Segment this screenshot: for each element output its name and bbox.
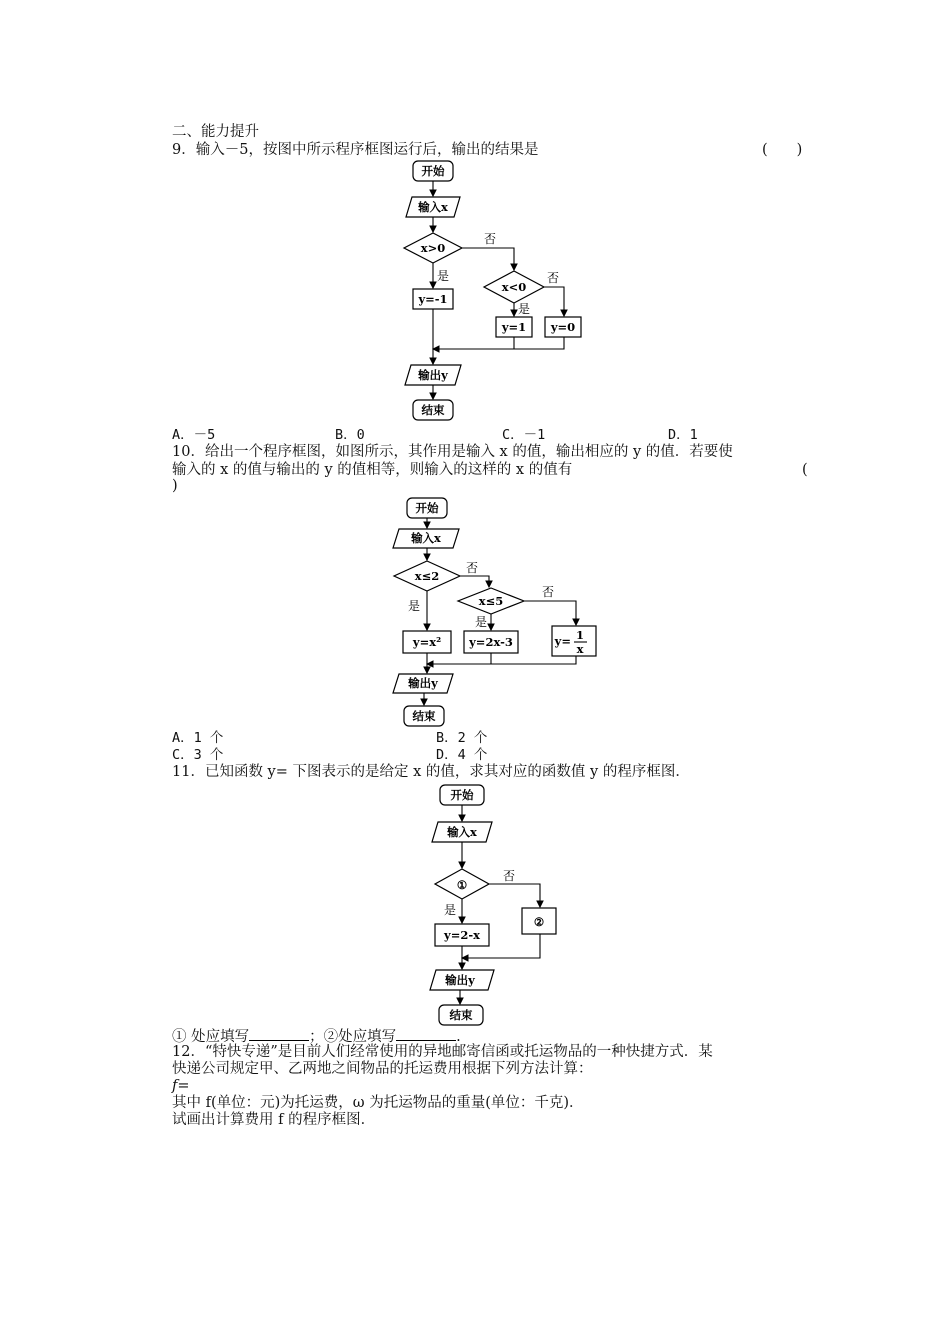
q9-assign-c-label: y=0 [550, 320, 576, 334]
q11-output-label: 输出y [445, 973, 475, 987]
q10-paren-close: ) [172, 478, 178, 494]
q9-end-label: 结束 [421, 403, 445, 417]
q9-no2-label: 否 [547, 271, 560, 285]
q10-assign-c-numerator: 1 [575, 628, 585, 642]
q11-yes-label: 是 [444, 903, 457, 917]
q10-assign-a-label: y=x² [412, 635, 442, 649]
q10-start-label: 开始 [415, 501, 439, 515]
q11-assign-b-label: ② [533, 915, 545, 929]
q11-text: 11．已知函数 y= 下图表示的是给定 x 的值，求其对应的函数值 y 的程序框图． [172, 764, 690, 780]
q9-cond1-label: x>0 [420, 241, 446, 255]
q12-line4: 试画出计算费用 f 的程序框图． [172, 1112, 376, 1128]
q9-input-label: 输入x [418, 200, 448, 214]
section-title: 二、能力提升 [172, 124, 259, 140]
q11-fill-1-label: ① 处应填写 [172, 1029, 250, 1045]
q12-line2: 快递公司规定甲、乙两地之间物品的托运费用根据下列方法计算： [172, 1061, 593, 1077]
q10-no2-label: 否 [542, 585, 555, 599]
q12-line3: 其中 f(单位：元)为托运费，ω 为托运物品的重量(单位：千克)． [172, 1095, 584, 1111]
q9-start-label: 开始 [421, 164, 445, 178]
q10-cond2-label: x≤5 [478, 594, 504, 608]
q10-assign-c-denominator: x [576, 642, 584, 656]
q9-cond2-label: x<0 [501, 280, 527, 294]
q11-assign-a-label: y=2-x [444, 928, 480, 942]
q9-yes2-label: 是 [518, 302, 531, 316]
q9-text: 9．输入－5，按图中所示程序框图运行后，输出的结果是 [172, 142, 539, 158]
q9-output-label: 输出y [418, 368, 448, 382]
q10-paren-open: ( [802, 462, 808, 478]
q10-input-label: 输入x [411, 531, 441, 545]
q10-option-a: A．1 个 [172, 730, 224, 746]
q10-assign-c-left: y= [554, 634, 571, 648]
q10-output-label: 输出y [408, 676, 438, 690]
q11-fill-end: . [456, 1029, 461, 1045]
q11-input-label: 输入x [447, 825, 477, 839]
q9-option-d: D．1 [668, 427, 698, 443]
q9-yes1-label: 是 [437, 269, 450, 283]
q9-option-c: C．－1 [502, 427, 546, 443]
q11-end-label: 结束 [449, 1008, 473, 1022]
q9-answer-paren: ( ) [762, 142, 803, 158]
q11-fill-2-label: ；②处应填写 [309, 1029, 397, 1045]
q10-no1-label: 否 [466, 561, 479, 575]
q10-end-label: 结束 [412, 709, 436, 723]
q9-flowchart [404, 161, 581, 420]
q11-blank-1[interactable] [249, 1027, 309, 1041]
q9-option-b: B．0 [335, 427, 365, 443]
q10-assign-b-label: y=2x-3 [469, 635, 513, 649]
q10-line1: 10．给出一个程序框图，如图所示，其作用是输入 x 的值，输出相应的 y 的值．若要使 [172, 444, 733, 460]
q10-cond1-label: x≤2 [414, 569, 440, 583]
q12-formula: f= [172, 1078, 190, 1094]
q10-option-c: C．3 个 [172, 747, 224, 763]
q9-assign-a-label: y=-1 [418, 292, 448, 306]
q10-yes2-label: 是 [475, 615, 488, 629]
q9-no1-label: 否 [484, 232, 497, 246]
q12-line1: 12．“特快专递”是目前人们经常使用的异地邮寄信函或托运物品的一种快捷方式．某 [172, 1044, 713, 1060]
q10-yes1-label: 是 [408, 599, 421, 613]
q9-assign-b-label: y=1 [501, 320, 527, 334]
q11-flowchart [430, 785, 556, 1025]
q9-option-a: A．－5 [172, 427, 216, 443]
q11-blank-2[interactable] [396, 1027, 456, 1041]
q11-cond-label: ① [456, 878, 468, 892]
q11-no-label: 否 [503, 869, 516, 883]
q10-option-d: D．4 个 [436, 747, 488, 763]
q10-option-b: B．2 个 [436, 730, 488, 746]
q11-start-label: 开始 [450, 788, 474, 802]
q10-line2: 输入的 x 的值与输出的 y 的值相等，则输入的这样的 x 的值有 [172, 462, 573, 478]
q10-flowchart [393, 498, 596, 726]
